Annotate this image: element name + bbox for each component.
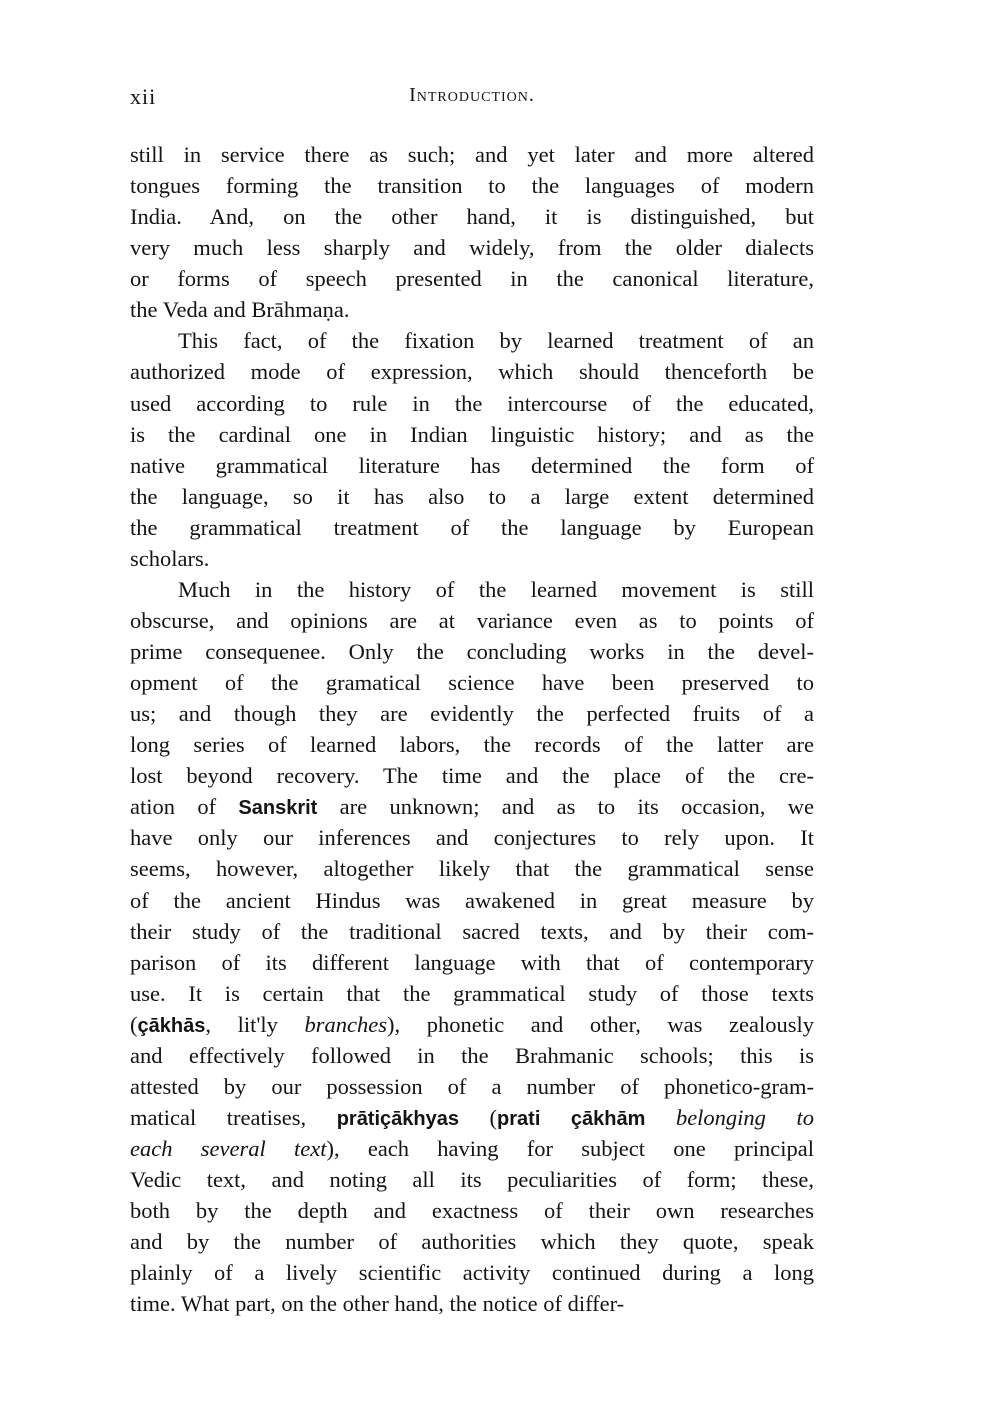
text-segment: branches <box>304 1011 387 1037</box>
page-header <box>130 84 814 120</box>
text-segment: is the cardinal one in Indian linguistic history; and as the <box>130 421 814 447</box>
text-segment: ( <box>130 1011 138 1037</box>
text-line <box>130 1040 814 1071</box>
text-segment: and by the number of authorities which they quote, speak <box>130 1229 814 1255</box>
text-line <box>130 1133 814 1164</box>
text-segment: belonging to <box>675 1104 814 1130</box>
text-segment: , lit'ly <box>205 1011 305 1037</box>
text-segment: prime consequenee. Only the concluding works in the devel- <box>130 639 814 664</box>
text-line <box>130 978 814 1009</box>
text-segment: still in service there as such; and yet later and more altered <box>130 142 814 167</box>
text-line <box>130 294 814 325</box>
text-segment: time. What part, on the other hand, the notice of differ- <box>130 1291 625 1317</box>
text-line <box>130 605 814 636</box>
text-segment: authorized mode of expression, which should thenceforth be <box>130 359 814 385</box>
text-line <box>130 947 814 978</box>
text-line <box>130 822 814 853</box>
page-number: xii <box>130 84 157 109</box>
text-line <box>130 263 814 294</box>
text-segment: scholars. <box>130 545 210 571</box>
text-segment: India. And, on the other hand, it is distinguished, but <box>130 204 814 230</box>
text-segment: and effectively followed in the Brahmanic schools; this is <box>130 1042 814 1068</box>
text-line <box>130 543 814 574</box>
text-segment: parison of its different language with that of contemporary <box>130 949 814 975</box>
text-line <box>130 916 814 947</box>
text-segment: use. It is certain that the grammatical study of those texts <box>130 980 814 1006</box>
text-line <box>130 698 814 729</box>
text-segment: us; and though they are evidently the perfected fruits of a <box>130 701 814 727</box>
text-segment: attested by our possession of a number of phonetico-gram- <box>130 1073 814 1099</box>
text-segment: native grammatical literature has determined the form of <box>130 452 814 478</box>
text-line <box>130 885 814 916</box>
text-line <box>130 232 814 263</box>
text-segment: plainly of a lively scientific activity continued during a long <box>130 1260 814 1286</box>
text-line <box>130 201 814 232</box>
text-line <box>130 325 814 356</box>
text-line <box>130 481 814 512</box>
text-segment: matical treatises, <box>130 1104 337 1130</box>
text-segment: used according to rule in the intercourse of the educated, <box>130 390 814 416</box>
text-segment: This fact, of the fixation by learned treatment of an <box>178 328 814 354</box>
text-segment: ), phonetic and other, was zealously <box>386 1011 814 1037</box>
text-segment: their study of the traditional sacred texts, and by their com- <box>130 918 814 944</box>
text-segment: lost beyond recovery. The time and the place of the cre- <box>130 763 814 789</box>
text-segment: long series of learned labors, the records of the latter are <box>130 732 814 758</box>
text-line <box>130 636 814 667</box>
text-line <box>130 1226 814 1257</box>
text-line <box>130 139 814 170</box>
text-segment: prati çākhām <box>497 1107 646 1130</box>
text-segment: the language, so it has also to a large extent determined <box>130 483 814 509</box>
text-segment: ation of <box>130 794 239 820</box>
text-line <box>130 1071 814 1102</box>
text-line <box>130 574 814 605</box>
text-line <box>130 356 814 387</box>
text-segment: opment of the gramatical science have been preserved to <box>130 670 814 696</box>
text-line <box>130 729 814 760</box>
text-line <box>130 1257 814 1288</box>
text-segment: the grammatical treatment of the language by European <box>130 514 814 540</box>
text-line <box>130 853 814 884</box>
text-line <box>130 1102 814 1133</box>
text-segment <box>645 1105 676 1130</box>
text-segment: ), each having for subject one principal <box>326 1136 814 1161</box>
text-segment: each several text <box>130 1136 327 1161</box>
text-segment: obscurse, and opinions are at variance even as to points of <box>130 607 814 633</box>
body-text <box>130 139 814 1319</box>
text-segment: have only our inferences and conjectures to rely upon. It <box>130 825 814 851</box>
text-line <box>130 1288 814 1319</box>
text-line <box>130 1009 814 1040</box>
text-segment: çākhās <box>137 1014 206 1037</box>
text-segment: seems, however, altogether likely that the grammatical sense <box>130 856 814 882</box>
text-segment: both by the depth and exactness of their own researches <box>130 1198 814 1224</box>
text-line <box>130 170 814 201</box>
text-line <box>130 667 814 698</box>
text-line <box>130 1164 814 1195</box>
text-line <box>130 791 814 822</box>
text-segment: ( <box>458 1104 498 1130</box>
text-line <box>130 419 814 450</box>
text-segment: prātiçākhyas <box>336 1107 459 1130</box>
text-segment: of the ancient Hindus was awakened in great measure by <box>130 887 814 913</box>
text-segment: are unknown; and as to its occasion, we <box>317 794 814 820</box>
running-title: Introduction. <box>409 84 535 106</box>
text-line <box>130 450 814 481</box>
text-segment: Vedic text, and noting all its peculiarities of form; these, <box>130 1167 814 1193</box>
text-segment: or forms of speech presented in the canonical literature, <box>130 266 814 292</box>
text-segment: Sanskrit <box>238 797 318 820</box>
text-segment: the Veda and Brāhmaṇa. <box>130 297 350 323</box>
text-segment: very much less sharply and widely, from the older dialects <box>130 235 814 261</box>
text-line <box>130 760 814 791</box>
text-segment: Much in the history of the learned movement is still <box>178 576 814 602</box>
text-line <box>130 512 814 543</box>
text-segment: tongues forming the transition to the languages of modern <box>130 173 814 199</box>
text-line <box>130 388 814 419</box>
text-line <box>130 1195 814 1226</box>
